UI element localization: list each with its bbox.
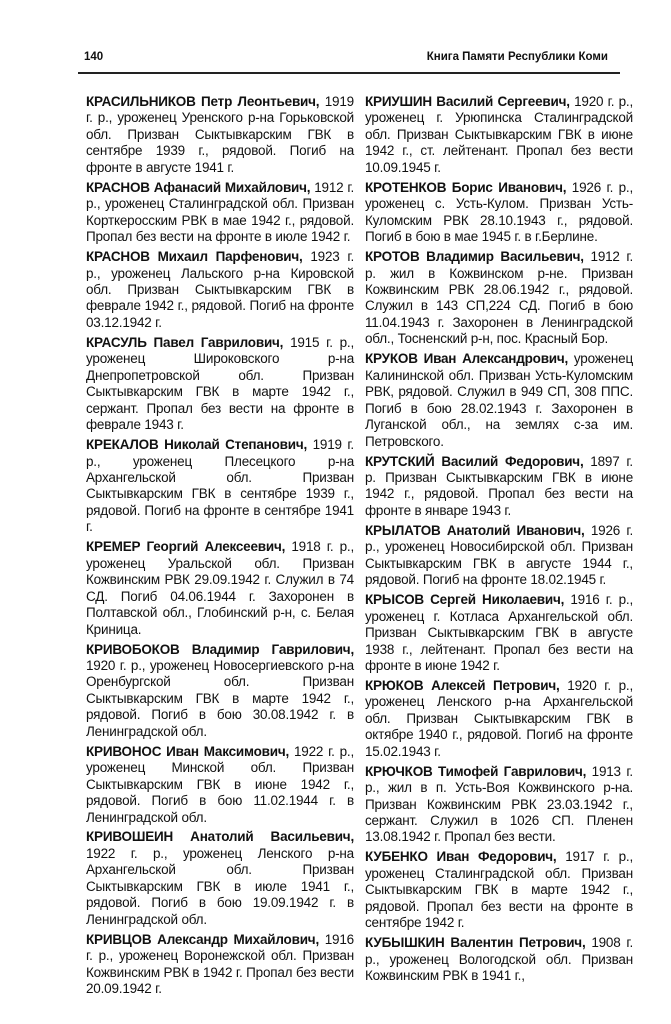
entry-text: 1922 г. р., уроженец Минской обл. Призван Сыктывкарским ГВК в июне 1942 г., рядовой. Погиб в бою 11.02.1944 г. в Ленинградской обл. xyxy=(86,743,355,825)
memorial-entry xyxy=(86,744,354,826)
entry-name: КРОТОВ Владимир Васильевич, xyxy=(365,249,584,265)
entry-text: 1920 г. р., уроженец Новосергиевского р-на Оренбургской обл. Призван Сыктывкарским ГВК в марте 1942 г., рядовой. Погиб в бою 30.08.1942 г. в Ленинградской обл. xyxy=(86,657,354,739)
memorial-entry xyxy=(365,94,633,176)
entry-name: КРИВОШЕИН Анатолий Васильевич, xyxy=(86,829,354,845)
entry-name: КРУКОВ Иван Александрович, xyxy=(365,351,569,367)
entry-name: КРИВЦОВ Александр Михайлович, xyxy=(86,931,319,947)
entry-name: КРИВОБОКОВ Владимир Гаврилович, xyxy=(86,641,354,657)
entry-name: КРЕМЕР Георгий Алексеевич, xyxy=(86,539,286,555)
memorial-entry xyxy=(86,437,354,536)
memorial-entry xyxy=(365,454,633,520)
entry-text: 1912 г. р., уроженец Сталинградской обл. Призван Корткеросским РВК в мае 1942 г., рядовой. Пропал без вести на фронте в июле 1942 г. xyxy=(86,179,354,245)
entry-text: 1920 г. р., уроженец г. Урюпинска Сталинградской обл. Призван Сыктывкарским ГВК в июне 1942 г., ст. лейтенант. Пропал без вести 10.09.1945 г. xyxy=(365,94,634,175)
left-column xyxy=(86,94,354,1001)
entry-name: КРЮЧКОВ Тимофей Гаврилович, xyxy=(365,763,587,779)
memorial-entry xyxy=(365,592,633,674)
memorial-entry xyxy=(86,932,354,998)
entry-name: КРАСИЛЬНИКОВ Петр Леонтьевич, xyxy=(86,94,320,109)
memorial-entry xyxy=(365,935,633,984)
entry-text: 1908 г. р., уроженец Вологодской обл. Призван Кожвинским РВК в 1941 г., xyxy=(365,935,633,984)
memorial-entry xyxy=(365,678,633,760)
entry-text: 1926 г. р., уроженец с. Усть-Кулом. Призван Усть-Куломским РВК 28.10.1943 г., рядовой. Погиб в бою в мае 1945 г. в г.Берлине. xyxy=(365,179,634,245)
entry-name: КРЕКАЛОВ Николай Степанович, xyxy=(86,437,308,453)
entry-name: КРОТЕНКОВ Борис Иванович, xyxy=(365,179,567,195)
entry-name: КРУТСКИЙ Василий Федорович, xyxy=(365,453,584,469)
entry-text: 1916 г. р., уроженец Воронежской обл. Призван Кожвинским РВК в 1942 г. Пропал без вести 20.09.1942 г. xyxy=(86,931,354,997)
entry-name: КУБЫШКИН Валентин Петрович, xyxy=(365,935,586,951)
book-title: Книга Памяти Республики Коми xyxy=(426,51,608,63)
memorial-entry xyxy=(365,180,633,246)
memorial-entry xyxy=(365,351,633,450)
entry-name: КРЫСОВ Сергей Николаевич, xyxy=(365,592,565,608)
memorial-entry xyxy=(86,335,354,434)
page-header xyxy=(78,48,620,70)
entry-text: 1920 г. р., уроженец Ленского р-на Архангельской обл. Призван Сыктывкарским ГВК в октябре 1940 г., рядовой. Погиб на фронте 15.02.1943 г. xyxy=(365,677,634,759)
entry-text: 1913 г. р., жил в п. Усть-Воя Кожвинского р-на. Призван Кожвинским РВК 23.03.1942 г., сержант. Служил в 1026 СП. Пленен 13.08.1942 г. Пропал без вести. xyxy=(365,763,633,845)
entry-text: 1917 г. р., уроженец Сталинградской обл. Призван Сыктывкарским ГВК в марте 1942 г., рядовой. Пропал без вести на фронте в сентябре 1942 г. xyxy=(365,849,633,931)
header-rule xyxy=(78,72,620,74)
entry-text: 1912 г. р. жил в Кожвинском р-не. Призван Кожвинским РВК 28.06.1942 г., рядовой. Служил в 143 СП,224 СД. Погиб в бою 11.04.1943 г. Захоронен в Ленинградской обл., Тосненский р-н, пос. Красный Бор. xyxy=(365,249,633,347)
entry-name: КРАСНОВ Михаил Парфенович, xyxy=(86,249,303,265)
memorial-entry xyxy=(86,249,354,331)
entry-name: КРЫЛАТОВ Анатолий Иванович, xyxy=(365,522,585,538)
entry-name: КРИУШИН Василий Сергеевич, xyxy=(365,94,570,109)
memorial-entry xyxy=(365,764,633,846)
memorial-entry xyxy=(86,642,354,741)
right-column xyxy=(365,94,633,988)
entry-name: КРАСУЛЬ Павел Гаврилович, xyxy=(86,334,284,350)
entry-text: 1923 г. р., уроженец Лальского р-на Кировской обл. Призван Сыктывкарским ГВК в феврале 1942 г., рядовой. Погиб на фронте 03.12.1942 г. xyxy=(86,249,354,330)
entry-name: КРИВОНОС Иван Максимович, xyxy=(86,743,290,759)
memorial-entry xyxy=(365,249,633,348)
entry-text: уроженец Калининской обл. Призван Усть-Куломским РВК, рядовой. Служил в 949 СП, 308 ППС. Погиб в бою 28.02.1943 г. Захоронен в Луганской обл., на землях с-за им. Петровского. xyxy=(365,351,634,449)
entry-text: 1926 г. р., уроженец Новосибирской обл. Призван Сыктывкарским ГВК в августе 1944 г., рядовой. Погиб на фронте 18.02.1945 г. xyxy=(365,522,633,588)
memorial-entry xyxy=(86,539,354,638)
entry-name: КУБЕНКО Иван Федорович, xyxy=(365,849,557,865)
entry-text: 1918 г. р., уроженец Уральской обл. Призван Кожвинским РВК 29.09.1942 г. Служил в 74 СД. Погиб 04.06.1944 г. Захоронен в Полтавской обл., Глобинский р-н, с. Белая Криница. xyxy=(86,539,354,637)
memorial-entry xyxy=(86,829,354,928)
entry-text: 1897 г. р. Призван Сыктывкарским ГВК в июне 1942 г., рядовой. Пропал без вести на фронте в январе 1943 г. xyxy=(365,453,633,518)
entry-text: 1915 г. р., уроженец Широковского р-на Днепропетровской обл. Призван Сыктывкарским ГВК в марте 1942 г., сержант. Пропал без вести на фронте в феврале 1943 г. xyxy=(86,334,354,433)
memorial-entry xyxy=(365,849,633,931)
memorial-entry xyxy=(86,180,354,246)
entry-text: 1919 г. р., уроженец Плесецкого р-на Архангельской обл. Призван Сыктывкарским ГВК в сентябре 1939 г., рядовой. Погиб на фронте в сентябре 1941 г. xyxy=(86,437,354,535)
entry-text: 1916 г. р., уроженец г. Котласа Архангельской обл. Призван Сыктывкарским ГВК в августе 1938 г., лейтенант. Пропал без вести на фронте в июне 1942 г. xyxy=(365,592,633,673)
memorial-entry xyxy=(365,523,633,589)
page-number: 140 xyxy=(84,51,104,63)
entry-name: КРЮКОВ Алексей Петрович, xyxy=(365,677,560,693)
entry-name: КРАСНОВ Афанасий Михайлович, xyxy=(86,179,311,195)
memorial-entry xyxy=(86,94,354,176)
entry-text: 1919 г. р., уроженец Уренского р-на Горьковской обл. Призван Сыктывкарским ГВК в сентябре 1939 г., рядовой. Погиб на фронте в августе 1941 г. xyxy=(86,94,354,175)
entry-text: 1922 г. р., уроженец Ленского р-на Архангельской обл. Призван Сыктывкарским ГВК в июле 1941 г., рядовой. Погиб в бою 19.09.1942 г. в Ленинградской обл. xyxy=(86,845,354,927)
